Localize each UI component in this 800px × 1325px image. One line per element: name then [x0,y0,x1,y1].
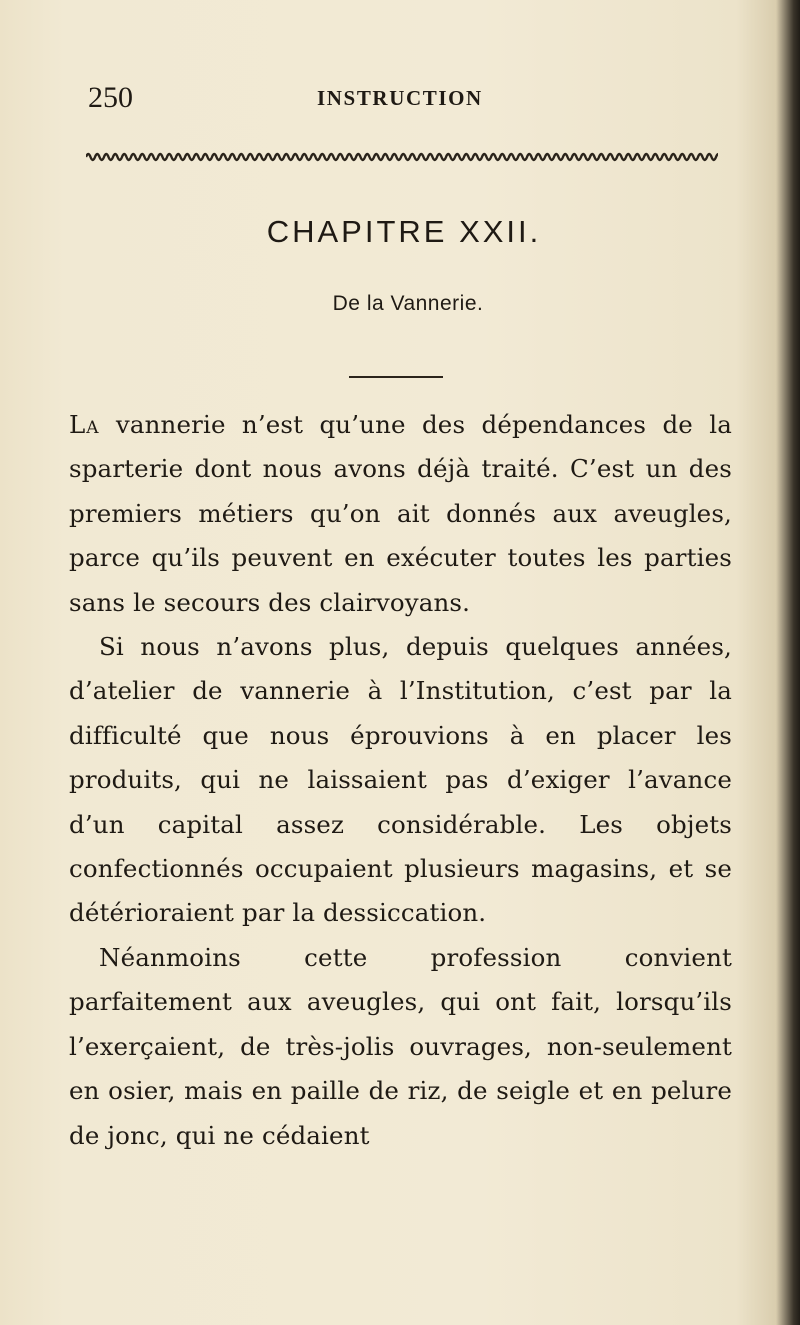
paragraph-2: Si nous n’avons plus, depuis quelques années, d’atelier de vannerie à l’Institution, c’est par la difficulté que nous éprouvions à en placer les produits, qui ne laissaient pas d’exiger l’avance d’un capital assez considérable. Les objets confectionnés occupaient plusieurs magasins, et se détérioraient par la dessiccation. [69,632,732,928]
running-head [0,80,800,116]
body-text [69,403,732,1158]
decorative-border-ornament [86,150,718,164]
page-number: 250 [88,81,133,114]
paragraph-1 [69,403,732,625]
section-divider [349,376,443,378]
paragraph-1-text: vannerie n’est qu’une des dépendances de la sparterie dont nous avons déjà traité. C’est un des premiers métiers qu’on ait donnés aux aveugles, parce qu’ils peuvent en exécuter toutes les parties sans le secours des clairvoyans. [69,410,732,617]
chapter-title: CHAPITRE XXII. [266,214,542,249]
opening-word: La [69,410,100,439]
paragraph-3: Néanmoins cette profession convient parfaitement aux aveugles, qui ont fait, lorsqu’ils l’exerçaient, de très-jolis ouvrages, non-seulement en osier, mais en paille de riz, de seigle et en pelure de jonc, qui ne cédaient [69,942,732,1150]
running-head-title: INSTRUCTION [317,86,483,110]
chapter-subtitle: De la Vannerie. [332,292,484,315]
